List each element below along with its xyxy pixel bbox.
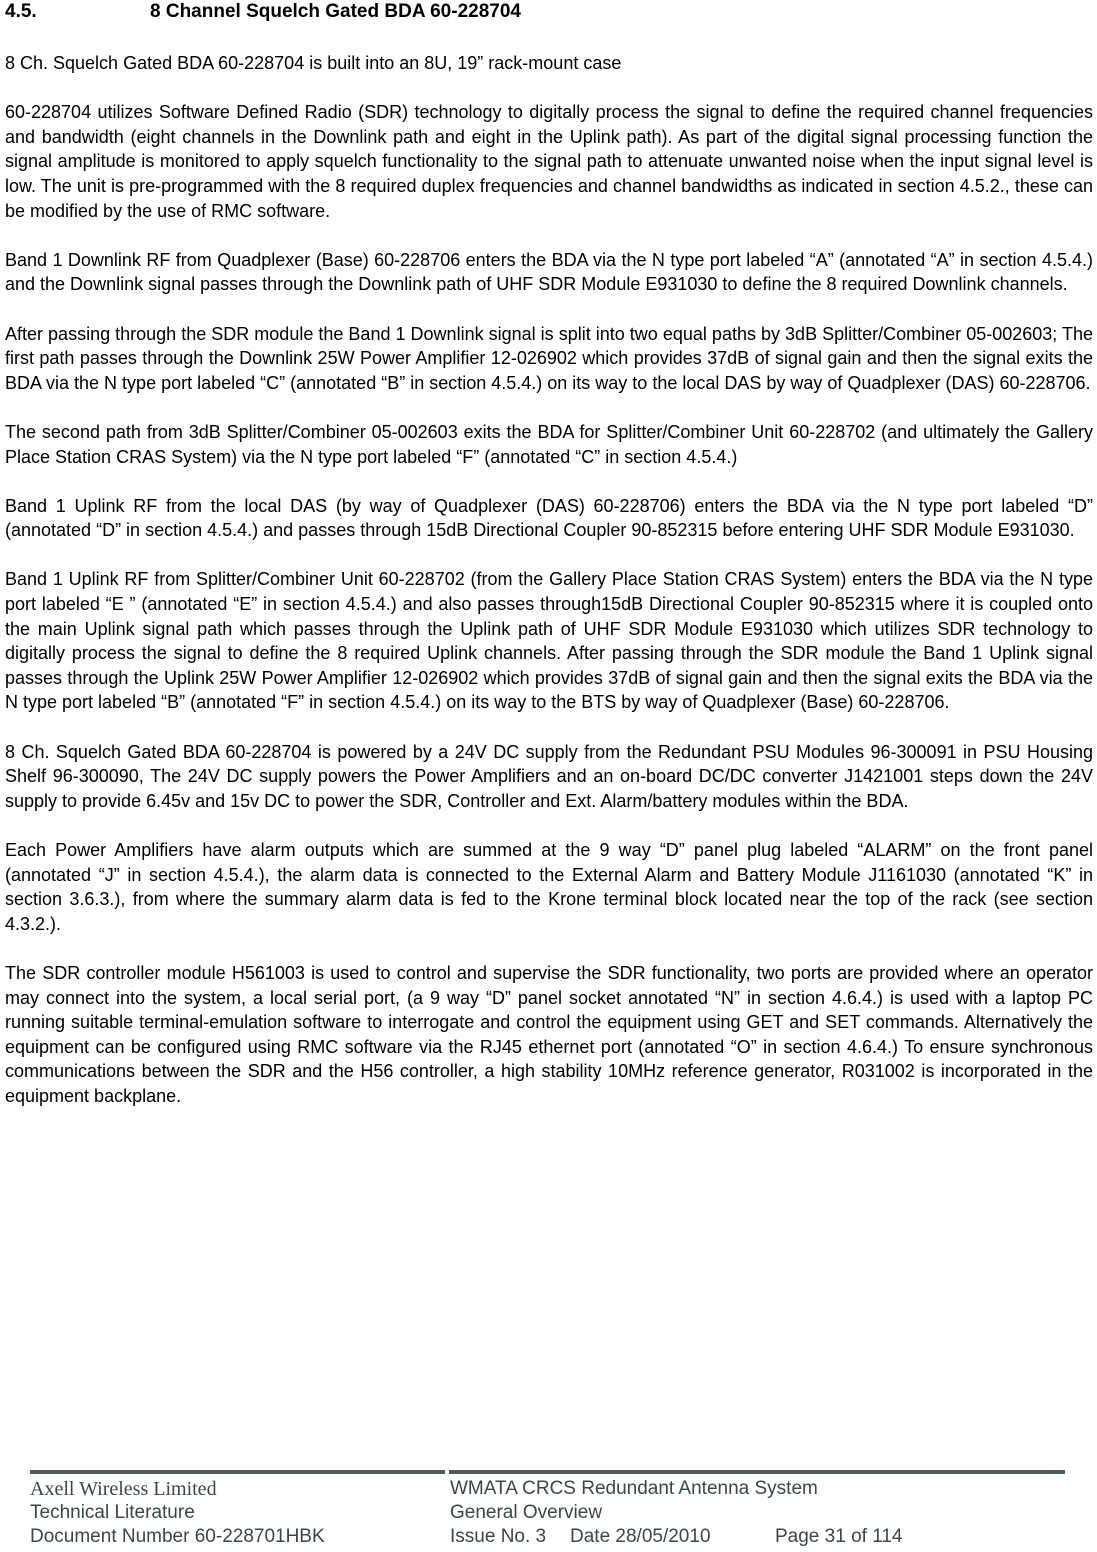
section-number: 4.5. <box>5 1 37 22</box>
page-number: Page 31 of 114 <box>775 1526 903 1547</box>
paragraph: Band 1 Uplink RF from the local DAS (by way of Quadplexer (DAS) 60-228706) enters the BDA via the N type port labeled “D” (annotated “D” in section 4.5.4.) and passes through 15dB Directional Coupler 90-852315 before entering UHF SDR Module E931030. <box>5 495 1093 541</box>
company-name: Axell Wireless Limited <box>30 1478 217 1500</box>
paragraph: Band 1 Uplink RF from Splitter/Combiner Unit 60-228702 (from the Gallery Place Station CRAS System) enters the BDA via the N type port labeled “E ” (annotated “E” in section 4.5.4.) and also passes through15dB Directional Coupler 90-852315 where it is coupled onto the main Uplink signal path which passes through the Uplink path of UHF SDR Module E931030 which utilizes SDR technology to digitally process the signal to define the 8 required Uplink channels. After passing through the SDR module the Band 1 Uplink signal passes through the Uplink 25W Power Amplifier 12-026902 which provides 37dB of signal gain and then the signal exits the BDA via the N type port labeled “B” (annotated “F” in section 4.5.4.) on its way to the BTS by way of Quadplexer (Base) 60-228706. <box>5 569 1093 713</box>
paragraph: Band 1 Downlink RF from Quadplexer (Base) 60-228706 enters the BDA via the N type port labeled “A” (annotated “A” in section 4.5.4.) and the Downlink signal passes through the Downlink path of UHF SDR Module E931030 to define the 8 required Downlink channels. <box>5 249 1093 295</box>
paragraph: 8 Ch. Squelch Gated BDA 60-228704 is powered by a 24V DC supply from the Redundant PSU Modules 96-300091 in PSU Housing Shelf 96-300090, The 24V DC supply powers the Power Amplifiers and an on-board DC/DC converter J1421001 steps down the 24V supply to provide 6.45v and 15v DC to power the SDR, Controller and Ext. Alarm/battery modules within the BDA. <box>5 741 1093 811</box>
section-title: 8 Channel Squelch Gated BDA 60-228704 <box>150 1 521 22</box>
literature-label: Technical Literature <box>30 1502 195 1523</box>
paragraph: 60-228704 utilizes Software Defined Radio (SDR) technology to digitally process the signal to define the required channel frequencies and bandwidth (eight channels in the Downlink path and eight in the Uplink path). As part of the digital signal processing function the signal amplitude is monitored to apply squelch functionality to the signal path to attenuate unwanted noise when the input signal level is low. The unit is pre-programmed with the 8 required duplex frequencies and channel bandwidths as indicated in section 4.5.2., these can be modified by the use of RMC software. <box>5 102 1093 221</box>
paragraph: The second path from 3dB Splitter/Combiner 05-002603 exits the BDA for Splitter/Combiner Unit 60-228702 (and ultimately the Gallery Place Station CRAS System) via the N type port labeled “F” (annotated “C” in section 4.5.4.) <box>5 421 1093 467</box>
body-text <box>5 51 1093 1133</box>
issue-number: Issue No. 3 <box>450 1526 547 1547</box>
section-heading <box>5 0 521 24</box>
overview-label: General Overview <box>450 1502 603 1523</box>
document-number: Document Number 60-228701HBK <box>30 1526 325 1547</box>
paragraph: Each Power Amplifiers have alarm outputs which are summed at the 9 way “D” panel plug labeled “ALARM” on the front panel (annotated “J” in section 4.5.4.), the alarm data is connected to the External Alarm and Battery Module J1161030 (annotated “K” in section 3.6.3.), from where the summary alarm data is fed to the Krone terminal block located near the top of the rack (see section 4.3.2.). <box>5 840 1093 934</box>
paragraph: After passing through the SDR module the Band 1 Downlink signal is split into two equal paths by 3dB Splitter/Combiner 05-002603; The first path passes through the Downlink 25W Power Amplifier 12-026902 which provides 37dB of signal gain and then the signal exits the BDA via the N type port labeled “C” (annotated “B” in section 4.5.4.) on its way to the local DAS by way of Quadplexer (DAS) 60-228706. <box>5 323 1093 393</box>
system-name: WMATA CRCS Redundant Antenna System <box>450 1478 818 1499</box>
issue-date: Date 28/05/2010 <box>570 1526 711 1547</box>
paragraph: The SDR controller module H561003 is used to control and supervise the SDR functionality, two ports are provided where an operator may connect into the system, a local serial port, (a 9 way “D” panel socket annotated “N” in section 4.6.4.) is used with a laptop PC running suitable terminal-emulation software to interrogate and control the equipment using GET and SET commands. Alternatively the equipment can be configured using RMC software via the RJ45 ethernet port (annotated “O” in section 4.6.4.) To ensure synchronous communications between the SDR and the H56 controller, a high stability 10MHz reference generator, R031002 is incorporated in the equipment backplane. <box>5 962 1093 1106</box>
page-footer <box>30 1470 1065 1549</box>
footer-divider <box>30 1470 1065 1474</box>
paragraph: 8 Ch. Squelch Gated BDA 60-228704 is built into an 8U, 19” rack-mount case <box>5 53 622 73</box>
